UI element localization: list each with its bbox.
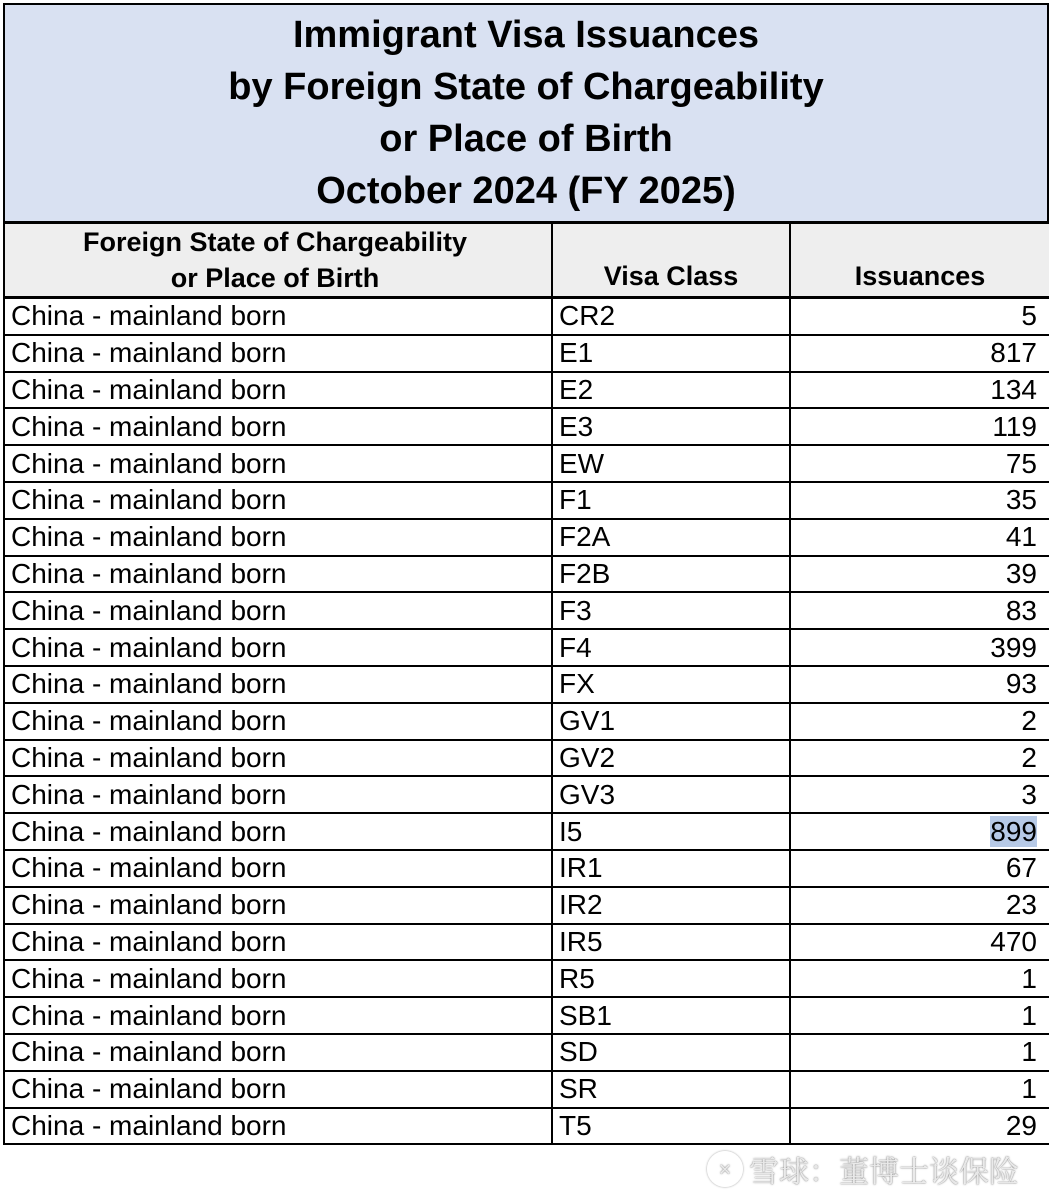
cell-visa-class[interactable]: I5 xyxy=(552,813,790,850)
cell-visa-class[interactable]: GV1 xyxy=(552,703,790,740)
table-row xyxy=(4,372,1049,409)
table-row xyxy=(4,482,1049,519)
header-visa-class[interactable] xyxy=(552,223,790,298)
cell-country[interactable]: China - mainland born xyxy=(4,445,552,482)
cell-issuances[interactable]: 75 xyxy=(790,445,1049,482)
cell-country[interactable]: China - mainland born xyxy=(4,556,552,593)
cell-country[interactable]: China - mainland born xyxy=(4,666,552,703)
table-row xyxy=(4,1108,1049,1145)
cell-issuances[interactable]: 35 xyxy=(790,482,1049,519)
cell-visa-class[interactable]: SD xyxy=(552,1034,790,1071)
cell-visa-class[interactable]: GV2 xyxy=(552,740,790,777)
header-country-line-2: or Place of Birth xyxy=(170,263,380,293)
table-row xyxy=(4,408,1049,445)
table-row xyxy=(4,924,1049,961)
cell-issuances[interactable]: 817 xyxy=(790,335,1049,372)
cell-visa-class[interactable]: F1 xyxy=(552,482,790,519)
cell-visa-class[interactable]: F4 xyxy=(552,629,790,666)
table-row xyxy=(4,629,1049,666)
issuance-table xyxy=(3,222,1049,1145)
cell-country[interactable]: China - mainland born xyxy=(4,1071,552,1108)
table-row xyxy=(4,703,1049,740)
cell-country[interactable]: China - mainland born xyxy=(4,997,552,1034)
title-line-3: or Place of Birth xyxy=(379,118,673,160)
header-visa-class-label: Visa Class xyxy=(603,261,739,291)
table-row xyxy=(4,592,1049,629)
cell-visa-class[interactable]: IR2 xyxy=(552,887,790,924)
table-row xyxy=(4,666,1049,703)
title-line-2: by Foreign State of Chargeability xyxy=(228,66,824,108)
title-line-4: October 2024 (FY 2025) xyxy=(316,170,736,212)
cell-issuances[interactable]: 1 xyxy=(790,1071,1049,1108)
cell-visa-class[interactable]: SR xyxy=(552,1071,790,1108)
cell-issuances[interactable]: 1 xyxy=(790,960,1049,997)
table-row xyxy=(4,556,1049,593)
cell-issuances[interactable]: 2 xyxy=(790,740,1049,777)
cell-visa-class[interactable]: E3 xyxy=(552,408,790,445)
title-line-1: Immigrant Visa Issuances xyxy=(292,14,760,56)
table-row xyxy=(4,1034,1049,1071)
selected-value: 899 xyxy=(990,815,1037,847)
table-row xyxy=(4,960,1049,997)
table-row xyxy=(4,813,1049,850)
cell-country[interactable]: China - mainland born xyxy=(4,519,552,556)
cell-visa-class[interactable]: E1 xyxy=(552,335,790,372)
cell-issuances[interactable]: 29 xyxy=(790,1108,1049,1145)
cell-country[interactable]: China - mainland born xyxy=(4,482,552,519)
header-country-line-1: Foreign State of Chargeability xyxy=(82,227,468,257)
cell-visa-class[interactable]: F2A xyxy=(552,519,790,556)
table-row xyxy=(4,335,1049,372)
header-issuances[interactable] xyxy=(790,223,1049,298)
cell-issuances[interactable] xyxy=(790,813,1049,850)
cell-country[interactable]: China - mainland born xyxy=(4,629,552,666)
cell-issuances[interactable]: 2 xyxy=(790,703,1049,740)
cell-country[interactable]: China - mainland born xyxy=(4,592,552,629)
table-row xyxy=(4,887,1049,924)
cell-visa-class[interactable]: GV3 xyxy=(552,776,790,813)
cell-issuances[interactable]: 5 xyxy=(790,298,1049,335)
cell-issuances[interactable]: 67 xyxy=(790,850,1049,887)
table-row xyxy=(4,997,1049,1034)
cell-visa-class[interactable]: F2B xyxy=(552,556,790,593)
cell-country[interactable]: China - mainland born xyxy=(4,960,552,997)
cell-country[interactable]: China - mainland born xyxy=(4,408,552,445)
watermark-text: 雪球：董博士谈保险 xyxy=(749,1155,1019,1190)
cell-issuances[interactable]: 83 xyxy=(790,592,1049,629)
cell-country[interactable]: China - mainland born xyxy=(4,887,552,924)
table-row xyxy=(4,298,1049,335)
table-row xyxy=(4,445,1049,482)
cell-country[interactable]: China - mainland born xyxy=(4,1034,552,1071)
spreadsheet xyxy=(3,3,1049,1194)
cell-visa-class[interactable]: CR2 xyxy=(552,298,790,335)
cell-visa-class[interactable]: E2 xyxy=(552,372,790,409)
cell-visa-class[interactable]: T5 xyxy=(552,1108,790,1145)
table-row xyxy=(4,776,1049,813)
cell-issuances[interactable]: 134 xyxy=(790,372,1049,409)
cell-issuances[interactable]: 1 xyxy=(790,997,1049,1034)
cell-visa-class[interactable]: SB1 xyxy=(552,997,790,1034)
cell-country[interactable]: China - mainland born xyxy=(4,924,552,961)
cell-issuances[interactable]: 41 xyxy=(790,519,1049,556)
cell-country[interactable]: China - mainland born xyxy=(4,776,552,813)
table-row xyxy=(4,850,1049,887)
cell-country[interactable]: China - mainland born xyxy=(4,703,552,740)
header-row xyxy=(4,223,1049,298)
cell-visa-class[interactable]: IR5 xyxy=(552,924,790,961)
cell-issuances[interactable]: 119 xyxy=(790,408,1049,445)
cell-visa-class[interactable]: EW xyxy=(552,445,790,482)
cell-issuances[interactable]: 3 xyxy=(790,776,1049,813)
table-row xyxy=(4,1071,1049,1108)
watermark xyxy=(707,1147,1019,1191)
header-issuances-label: Issuances xyxy=(854,261,986,291)
header-country[interactable] xyxy=(4,223,552,298)
cell-issuances[interactable]: 1 xyxy=(790,1034,1049,1071)
cell-issuances[interactable]: 399 xyxy=(790,629,1049,666)
cell-country[interactable]: China - mainland born xyxy=(4,335,552,372)
xueqiu-logo-icon: ✕ xyxy=(707,1151,743,1187)
cell-country[interactable]: China - mainland born xyxy=(4,813,552,850)
table-row xyxy=(4,740,1049,777)
table-body xyxy=(4,298,1049,1145)
cell-visa-class[interactable]: F3 xyxy=(552,592,790,629)
cell-issuances[interactable]: 23 xyxy=(790,887,1049,924)
cell-issuances[interactable]: 470 xyxy=(790,924,1049,961)
cell-country[interactable]: China - mainland born xyxy=(4,1108,552,1145)
cell-visa-class[interactable]: IR1 xyxy=(552,850,790,887)
table-row xyxy=(4,519,1049,556)
title-block xyxy=(3,3,1049,224)
cell-issuances[interactable]: 93 xyxy=(790,666,1049,703)
cell-country[interactable]: China - mainland born xyxy=(4,740,552,777)
cell-country[interactable]: China - mainland born xyxy=(4,850,552,887)
cell-visa-class[interactable]: R5 xyxy=(552,960,790,997)
cell-country[interactable]: China - mainland born xyxy=(4,372,552,409)
cell-country[interactable]: China - mainland born xyxy=(4,298,552,335)
cell-issuances[interactable]: 39 xyxy=(790,556,1049,593)
cell-visa-class[interactable]: FX xyxy=(552,666,790,703)
